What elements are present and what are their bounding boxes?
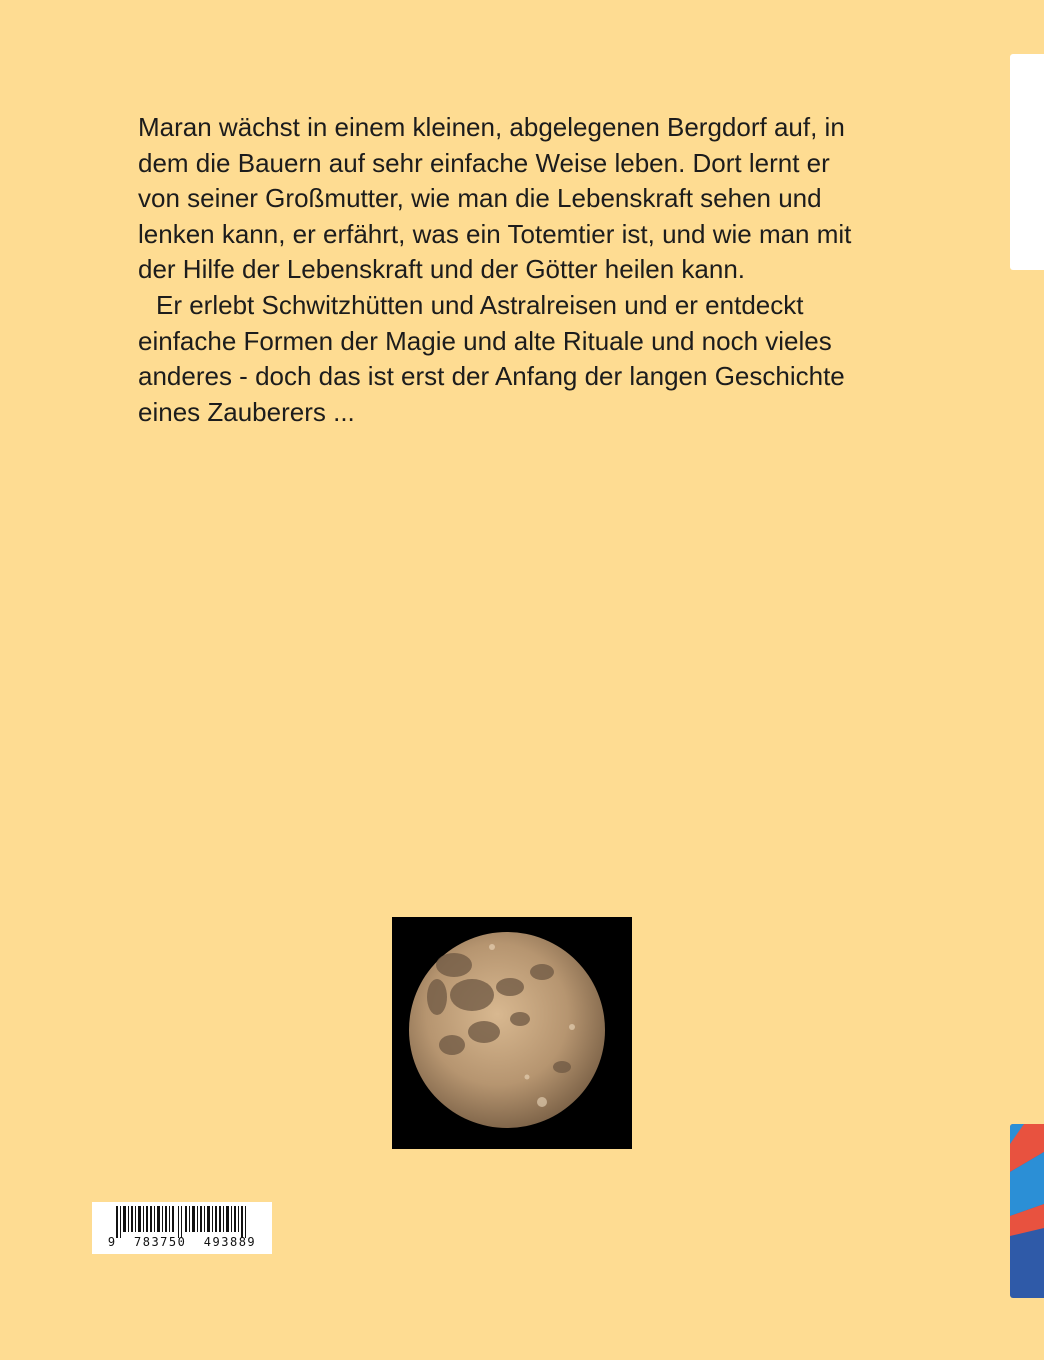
isbn-number: 9 783750 493889 [107, 1235, 257, 1249]
spine-color-stripes [1010, 1124, 1044, 1298]
blurb-paragraph-1: Maran wächst in einem kleinen, abgelegenen Bergdorf auf, in dem die Bauern auf sehr einfache Weise leben. Dort lernt er von seiner Großmutter, wie man die Lebenskraft sehen und lenken kann, er erfährt, was ein Totemtier ist, und wie man mit der Hilfe der Lebenskraft und der Götter heilen kann. [138, 112, 852, 285]
isbn-barcode [92, 1202, 272, 1254]
spine-edge-white [1010, 54, 1044, 270]
full-moon-image [392, 917, 632, 1149]
decorative-stripes [1010, 1124, 1044, 1298]
moon-photo [392, 917, 632, 1149]
blurb-text [138, 110, 878, 430]
blurb-paragraph-2: Er erlebt Schwitzhütten und Astralreisen und er entdeckt einfache Formen der Magie und alte Rituale und noch vieles anderes - doch das ist erst der Anfang der langen Geschichte eines Zauberers ... [138, 289, 845, 427]
